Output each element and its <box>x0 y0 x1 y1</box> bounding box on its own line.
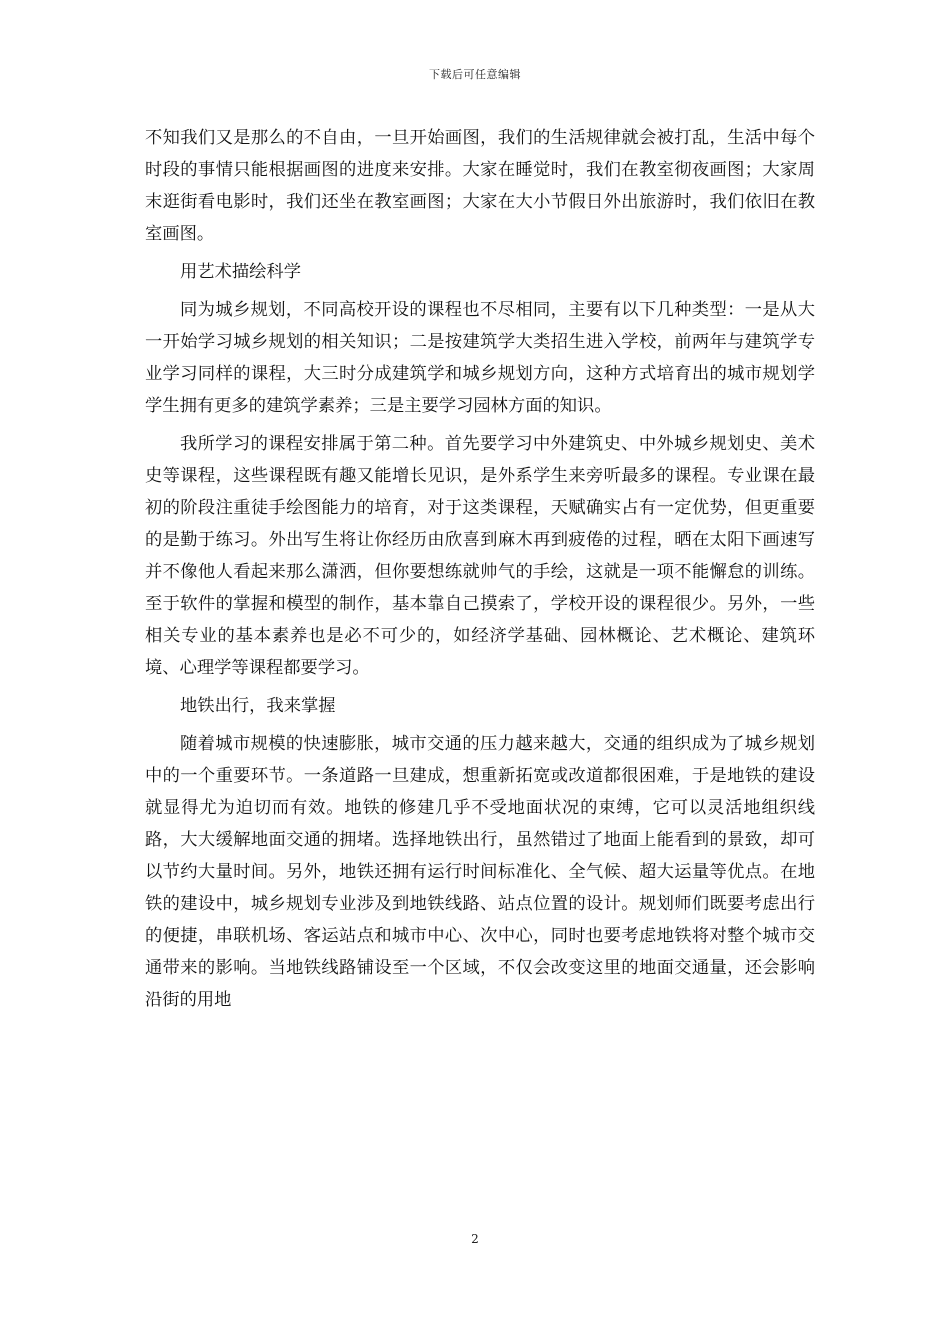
body-paragraph: 随着城市规模的快速膨胀，城市交通的压力越来越大，交通的组织成为了城乡规划中的一个重要环节。一条道路一旦建成，想重新拓宽或改道都很困难，于是地铁的建设就显得尤为迫切而有效。地铁的修建几乎不受地面状况的束缚，它可以灵活地组织线路，大大缓解地面交通的拥堵。选择地铁出行，虽然错过了地面上能看到的景致，却可以节约大量时间。另外，地铁还拥有运行时间标准化、全气候、超大运量等优点。在地铁的建设中，城乡规划专业涉及到地铁线路、站点位置的设计。规划师们既要考虑出行的便捷，串联机场、客运站点和城市中心、次中心，同时也要考虑地铁将对整个城市交通带来的影响。当地铁线路铺设至一个区域，不仅会改变这里的地面交通量，还会影响沿街的用地 <box>145 734 815 1010</box>
section-heading: 地铁出行，我来掌握 <box>180 696 336 716</box>
page-number: 2 <box>471 1232 479 1246</box>
body-paragraph: 不知我们又是那么的不自由，一旦开始画图，我们的生活规律就会被打乱，生活中每个时段的事情只能根据画图的进度来安排。大家在睡觉时，我们在教室彻夜画图；大家周末逛街看电影时，我们还坐在教室画图；大家在大小节假日外出旅游时，我们依旧在教室画图。 <box>145 128 815 244</box>
body-paragraph: 我所学习的课程安排属于第二种。首先要学习中外建筑史、中外城乡规划史、美术史等课程，这些课程既有趣又能增长见识，是外系学生来旁听最多的课程。专业课在最初的阶段注重徒手绘图能力的培育，对于这类课程，天赋确实占有一定优势，但更重要的是勤于练习。外出写生将让你经历由欣喜到麻木再到疲倦的过程，晒在太阳下画速写并不像他人看起来那么潇洒，但你要想练就帅气的手绘，这就是一项不能懈怠的训练。至于软件的掌握和模型的制作，基本靠自己摸索了，学校开设的课程很少。另外，一些相关专业的基本素养也是必不可少的，如经济学基础、园林概论、艺术概论、建筑环境、心理学等课程都要学习。 <box>145 434 815 678</box>
page-header: 下载后可任意编辑 <box>429 68 521 81</box>
section-heading: 用艺术描绘科学 <box>180 262 301 282</box>
body-paragraph: 同为城乡规划，不同高校开设的课程也不尽相同，主要有以下几种类型：一是从大一开始学习城乡规划的相关知识；二是按建筑学大类招生进入学校，前两年与建筑学专业学习同样的课程，大三时分成建筑学和城乡规划方向，这种方式培育出的城市规划学学生拥有更多的建筑学素养；三是主要学习园林方面的知识。 <box>145 300 815 416</box>
document-body <box>145 122 815 1016</box>
